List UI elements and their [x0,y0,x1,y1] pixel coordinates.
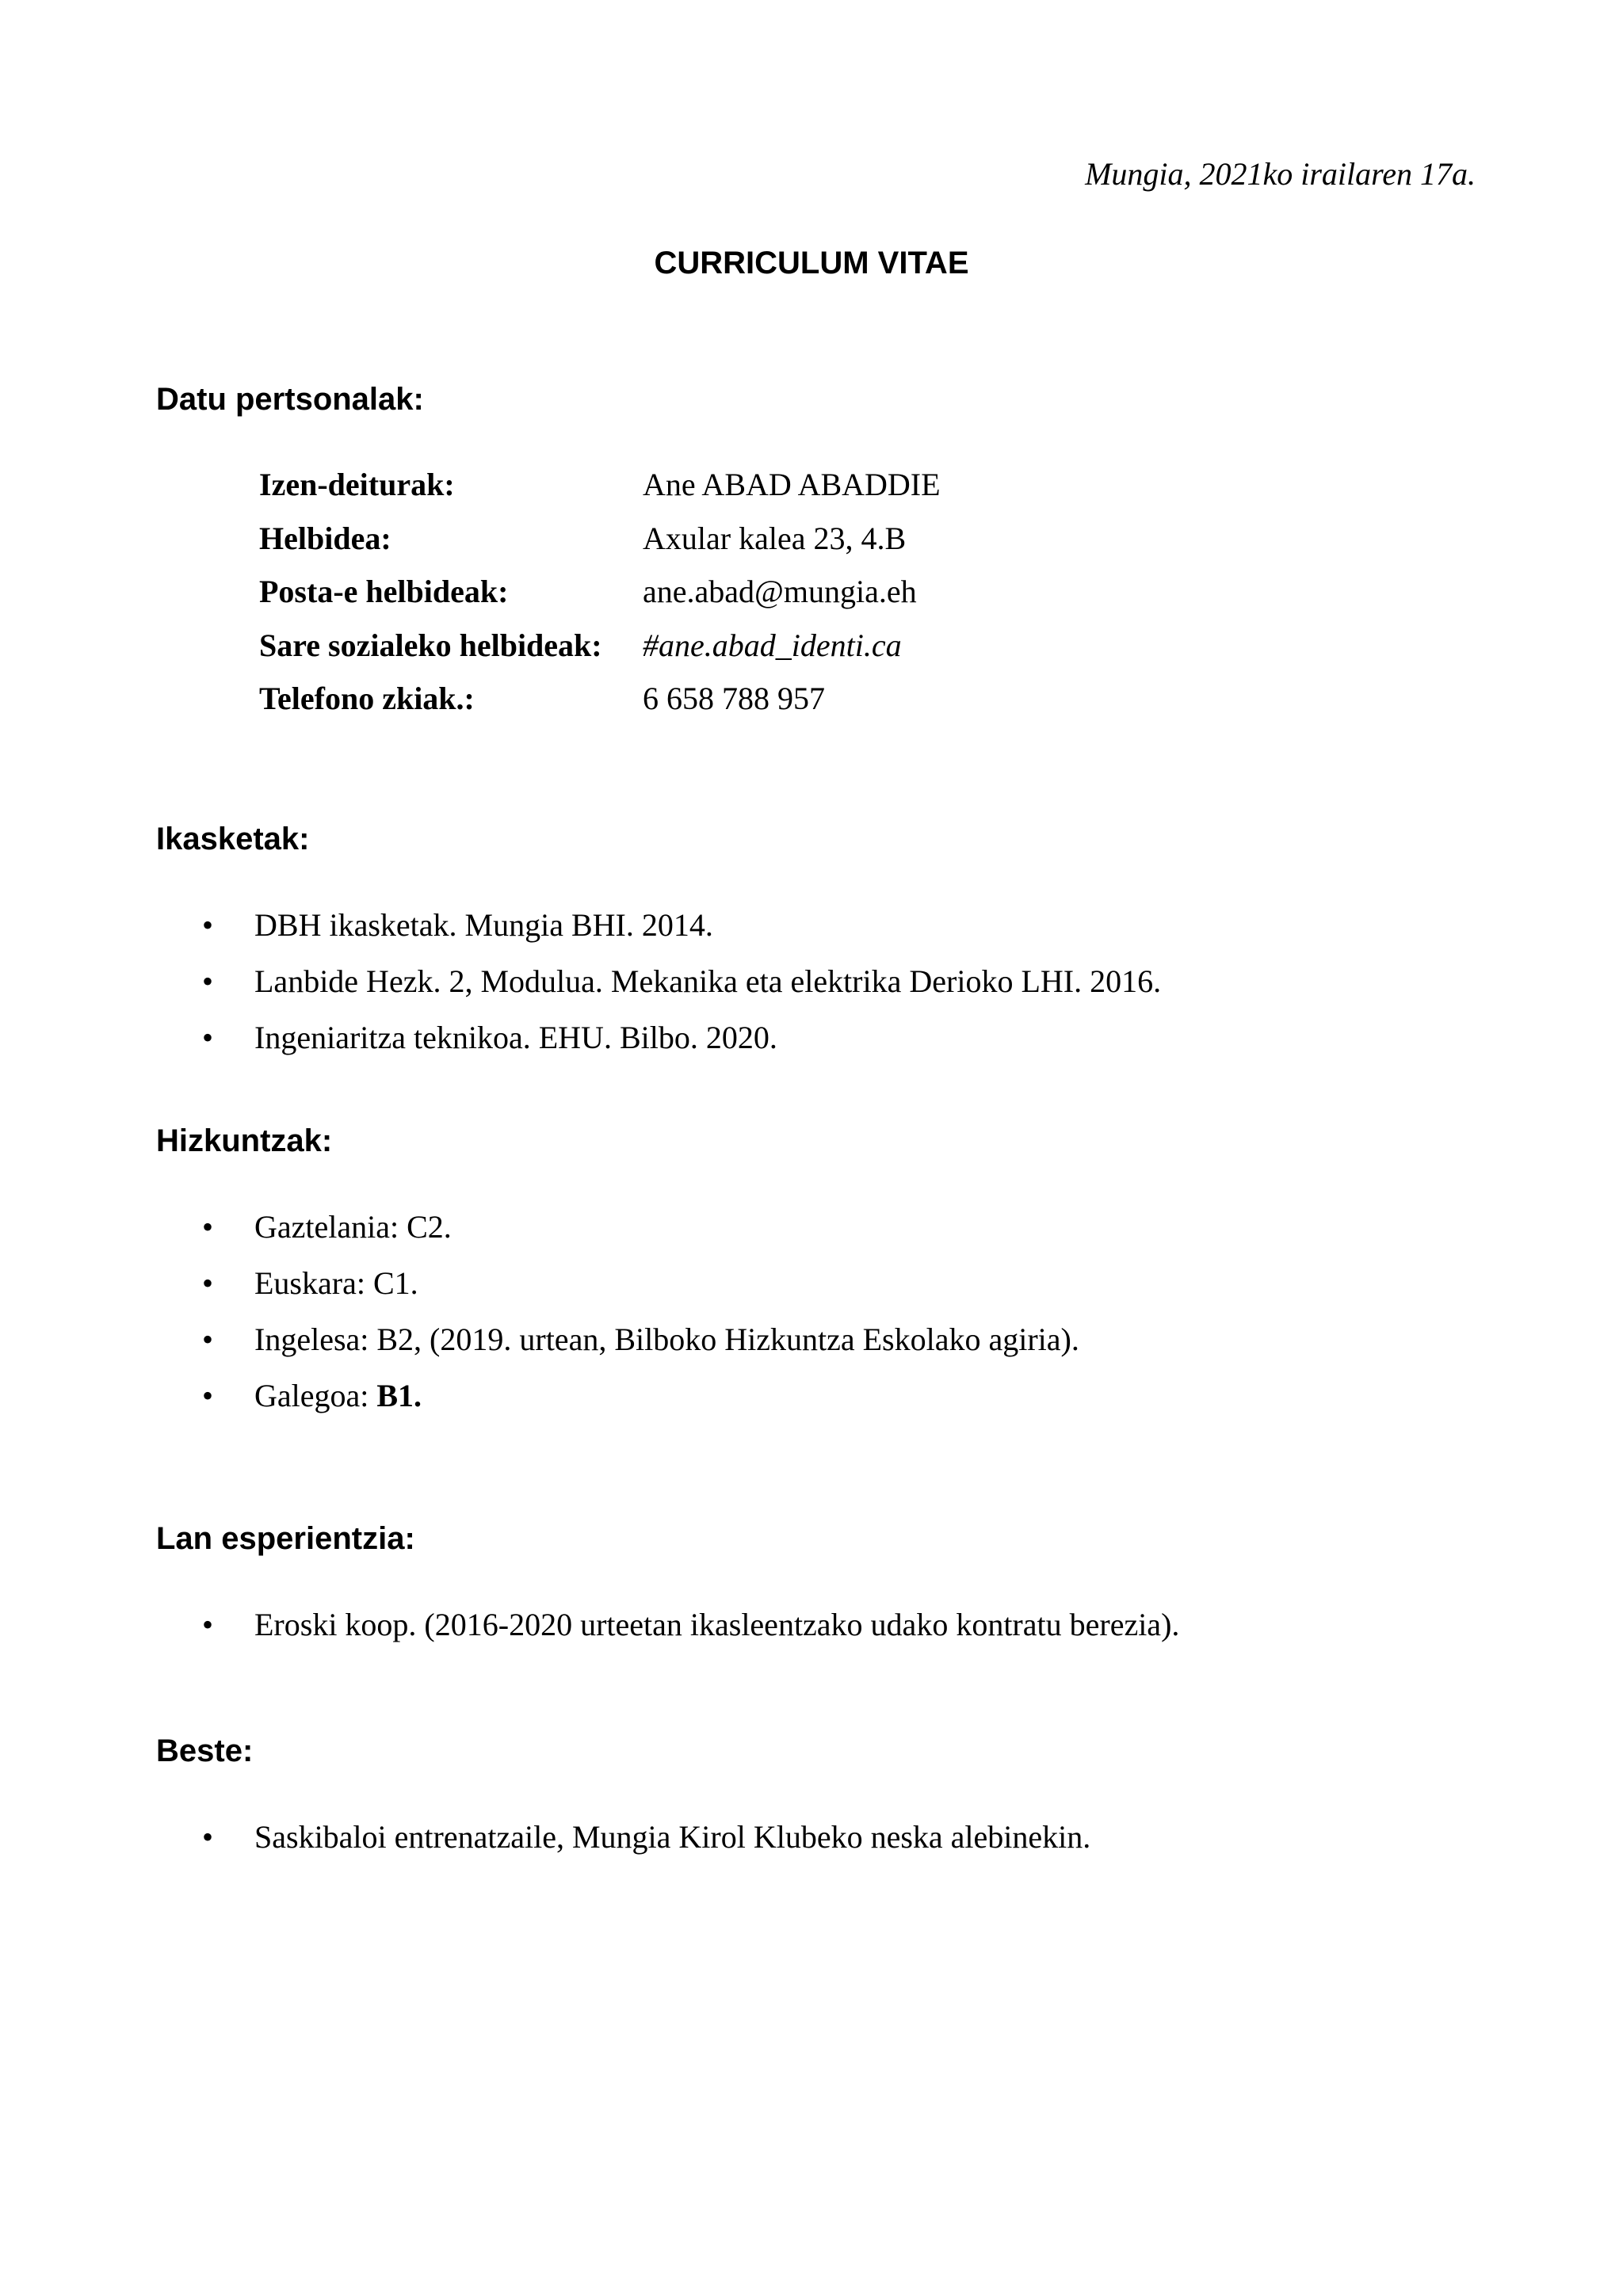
work-experience-list [202,1596,1179,1653]
bullet-icon: • [202,1020,214,1055]
personal-row-address [259,512,941,566]
work-item-text: Eroski koop. (2016-2020 urteetan ikasleentzako udako kontratu berezia). [254,1607,1180,1642]
languages-heading: Hizkuntzak: [156,1123,333,1158]
languages-list [202,1199,1079,1424]
other-heading: Beste: [156,1733,254,1768]
list-item [202,1367,1079,1424]
other-item-text: Saskibaloi entrenatzaile, Mungia Kirol Klubeko neska alebinekin. [254,1819,1091,1855]
bullet-icon: • [202,1378,214,1413]
social-label: Sare sozialeko helbideak: [259,627,602,663]
address-label: Helbidea: [259,520,391,556]
address-value: Axular kalea 23, 4.B [643,520,907,556]
phone-label: Telefono zkiak.: [259,681,475,717]
document-title: CURRICULUM VITAE [654,246,969,280]
list-item [202,1311,1079,1367]
date-line: Mungia, 2021ko irailaren 17a. [1085,156,1476,192]
other-list [202,1809,1090,1865]
personal-row-social [259,619,941,673]
personal-row-name [259,458,941,512]
list-item [202,1596,1179,1653]
list-item [202,1199,1079,1255]
studies-item-text: DBH ikasketak. Mungia BHI. 2014. [254,907,713,943]
list-item [202,1809,1090,1865]
personal-data-table [259,458,941,726]
personal-row-email [259,565,941,619]
bullet-icon: • [202,1819,214,1855]
social-value: #ane.abad_identi.ca [643,627,902,663]
bullet-icon: • [202,907,214,943]
bullet-icon: • [202,1209,214,1245]
name-label: Izen-deiturak: [259,467,455,503]
personal-row-phone [259,672,941,726]
work-experience-heading: Lan esperientzia: [156,1521,415,1556]
bullet-icon: • [202,1607,214,1642]
phone-value: 6 658 788 957 [643,681,825,717]
list-item [202,1255,1079,1311]
name-value: Ane ABAD ABADDIE [643,467,941,503]
language-item-text: Ingelesa: B2, (2019. urtean, Bilboko Hizkuntza Eskolako agiria). [254,1322,1079,1357]
bullet-icon: • [202,963,214,999]
bullet-icon: • [202,1322,214,1357]
studies-heading: Ikasketak: [156,822,310,856]
studies-item-text: Ingeniaritza teknikoa. EHU. Bilbo. 2020. [254,1020,777,1055]
list-item [202,897,1161,953]
list-item [202,953,1161,1009]
language-item-prefix: Galegoa: [254,1378,377,1413]
personal-data-heading: Datu pertsonalak: [156,382,424,417]
language-level-bold: B1. [376,1378,422,1413]
email-label: Posta-e helbideak: [259,574,509,610]
list-item [202,1009,1161,1066]
studies-item-text: Lanbide Hezk. 2, Modulua. Mekanika eta elektrika Derioko LHI. 2016. [254,963,1162,999]
studies-list [202,897,1161,1066]
bullet-icon: • [202,1265,214,1301]
email-value: ane.abad@mungia.eh [643,574,917,610]
language-item-text: Gaztelania: C2. [254,1209,452,1245]
language-item-text: Euskara: C1. [254,1265,418,1301]
